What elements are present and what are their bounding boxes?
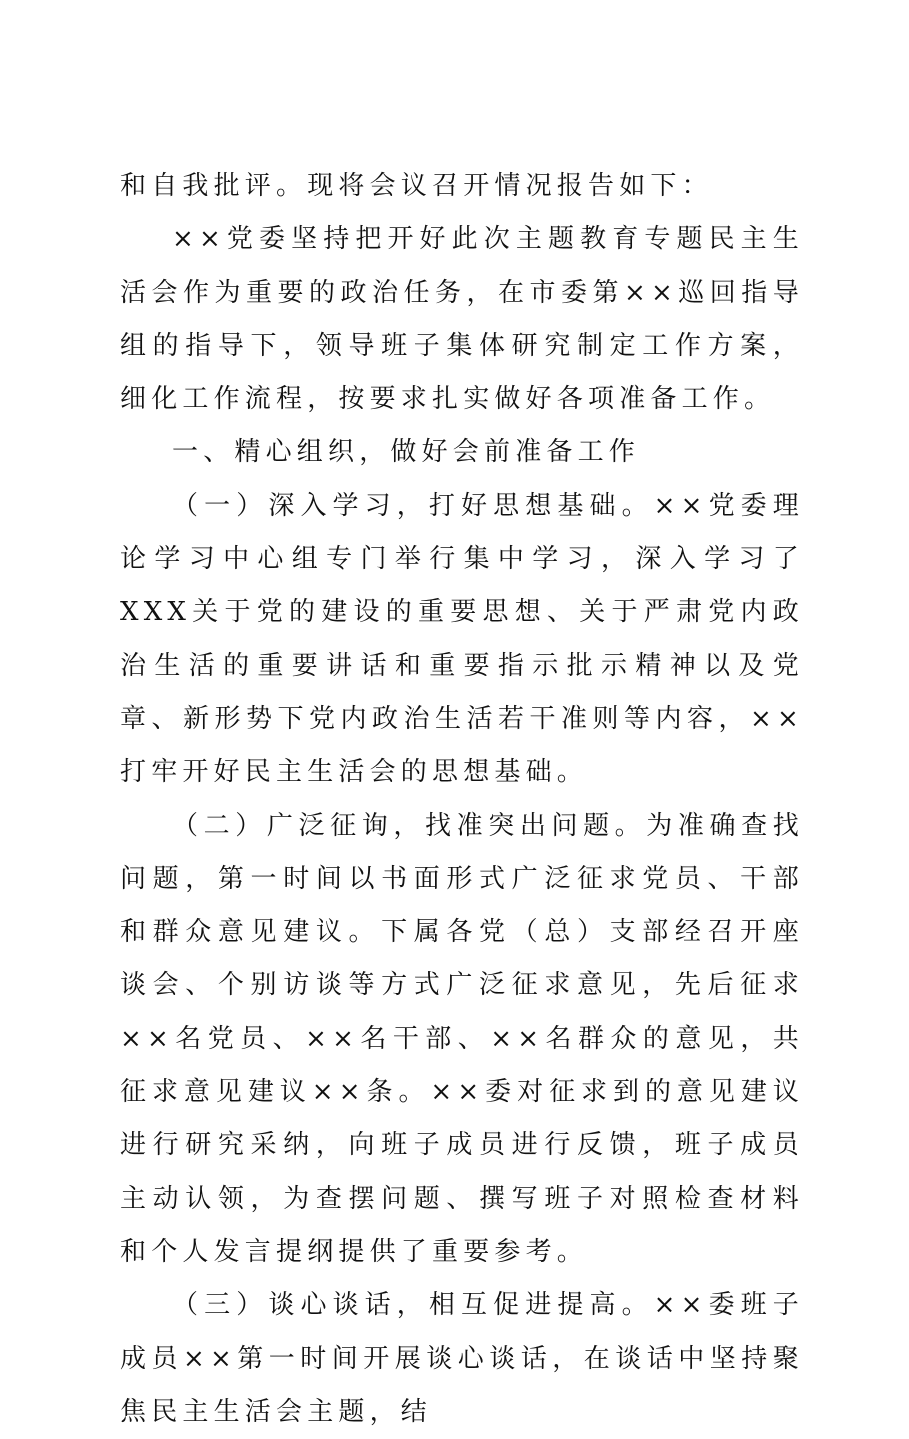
paragraph-intro: ××党委坚持把开好此次主题教育专题民主生活会作为重要的政治任务，在市委第××巡回指导组的指导下，领导班子集体研究制定工作方案，细化工作流程，按要求扎实做好各项准备工作。 — [120, 224, 804, 415]
document-body — [120, 160, 804, 1439]
paragraph-consultation: （二）广泛征询，找准突出问题。为准确查找问题，第一时间以书面形式广泛征求党员、干部和群众意见建议。下属各党（总）支部经召开座谈会、个别访谈等方式广泛征求意见，先后征求××名党员、××名干部、××名群众的意见，共征求意见建议××条。××委对征求到的意见建议进行研究采纳，向班子成员进行反馈，班子成员主动认领，为查摆问题、撰写班子对照检查材料和个人发言提纲提供了重要参考。 — [120, 810, 804, 1267]
paragraph-continuation: 和自我批评。现将会议召开情况报告如下： — [120, 171, 713, 201]
paragraph-talks: （三）谈心谈话，相互促进提高。××委班子成员××第一时间开展谈心谈话，在谈话中坚持聚焦民主生活会主题，结 — [120, 1290, 804, 1427]
paragraph-study: （一）深入学习，打好思想基础。××党委理论学习中心组专门举行集中学习，深入学习了XXX关于党的建设的重要思想、关于严肃党内政治生活的重要讲话和重要指示批示精神以及党章、新形势下党内政治生活若干准则等内容，××打牢开好民主生活会的思想基础。 — [120, 490, 804, 788]
section-heading: 一、精心组织，做好会前准备工作 — [172, 437, 641, 468]
